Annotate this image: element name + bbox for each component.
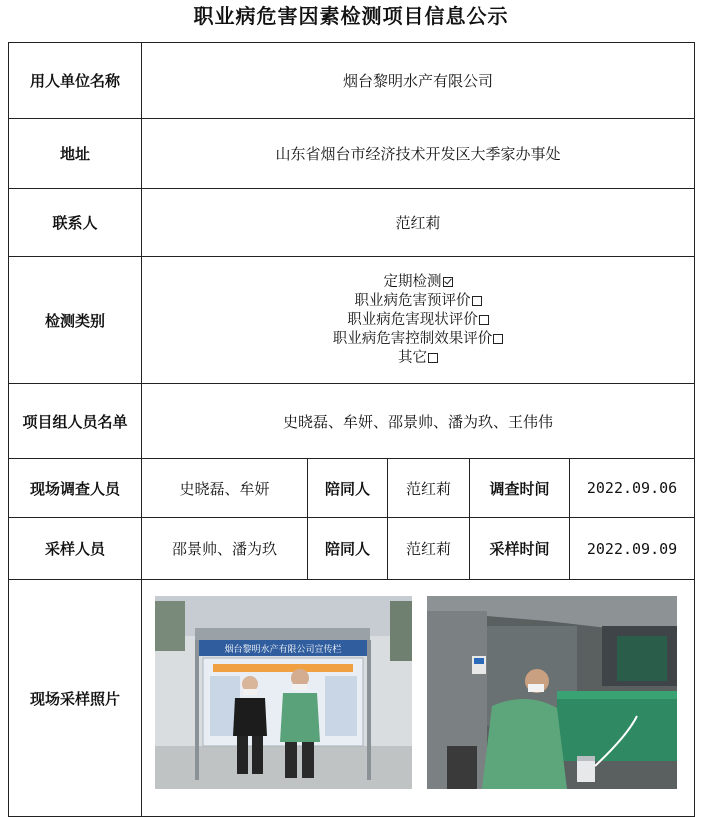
sampling-label: 采样人员	[9, 518, 142, 580]
photos-label: 现场采样照片	[9, 580, 142, 817]
photos-cell	[142, 580, 695, 817]
survey-value: 史晓磊、牟妍	[142, 459, 308, 518]
contact-label: 联系人	[9, 189, 142, 257]
checkbox-icon	[493, 334, 503, 344]
photos-container	[142, 580, 694, 816]
survey-companion-label: 陪同人	[308, 459, 388, 518]
row-survey	[9, 459, 695, 518]
row-team	[9, 384, 695, 459]
sampling-value: 邵景帅、潘为玖	[142, 518, 308, 580]
page-title: 职业病危害因素检测项目信息公示	[193, 4, 509, 28]
test-type-options	[142, 257, 695, 384]
address-value: 山东省烟台市经济技术开发区大季家办事处	[142, 119, 695, 189]
sampling-photo-image	[427, 596, 677, 789]
test-type-option: 职业病危害现状评价	[146, 311, 690, 330]
site-photo-bulletin-board	[155, 596, 412, 789]
test-type-option: 职业病危害预评价	[146, 292, 690, 311]
checkbox-icon	[443, 277, 453, 287]
bulletin-board-photo-image	[155, 596, 412, 789]
sampling-companion-label: 陪同人	[308, 518, 388, 580]
sampling-time: 2022.09.09	[570, 518, 695, 580]
checkbox-icon	[479, 315, 489, 325]
checkbox-icon	[428, 353, 438, 363]
team-value: 史晓磊、牟妍、邵景帅、潘为玖、王伟伟	[142, 384, 695, 459]
test-type-option: 职业病危害控制效果评价	[146, 330, 690, 349]
row-employer	[9, 43, 695, 119]
employer-label: 用人单位名称	[9, 43, 142, 119]
board-sign-text: 烟台黎明水产有限公司宣传栏	[224, 645, 342, 655]
row-contact	[9, 189, 695, 257]
survey-companion: 范红莉	[388, 459, 470, 518]
employer-value: 烟台黎明水产有限公司	[142, 43, 695, 119]
site-photo-sampling	[427, 596, 677, 789]
test-type-label: 检测类别	[9, 257, 142, 384]
row-photos	[9, 580, 695, 817]
contact-value: 范红莉	[142, 189, 695, 257]
row-sampling	[9, 518, 695, 580]
test-type-option: 定期检测	[146, 273, 690, 292]
row-test-type	[9, 257, 695, 384]
info-table	[8, 42, 695, 817]
sampling-companion: 范红莉	[388, 518, 470, 580]
team-label: 项目组人员名单	[9, 384, 142, 459]
test-type-option: 其它	[146, 349, 690, 368]
address-label: 地址	[9, 119, 142, 189]
survey-time: 2022.09.06	[570, 459, 695, 518]
survey-label: 现场调查人员	[9, 459, 142, 518]
checkbox-icon	[472, 296, 482, 306]
row-address	[9, 119, 695, 189]
sampling-time-label: 采样时间	[470, 518, 570, 580]
survey-time-label: 调查时间	[470, 459, 570, 518]
